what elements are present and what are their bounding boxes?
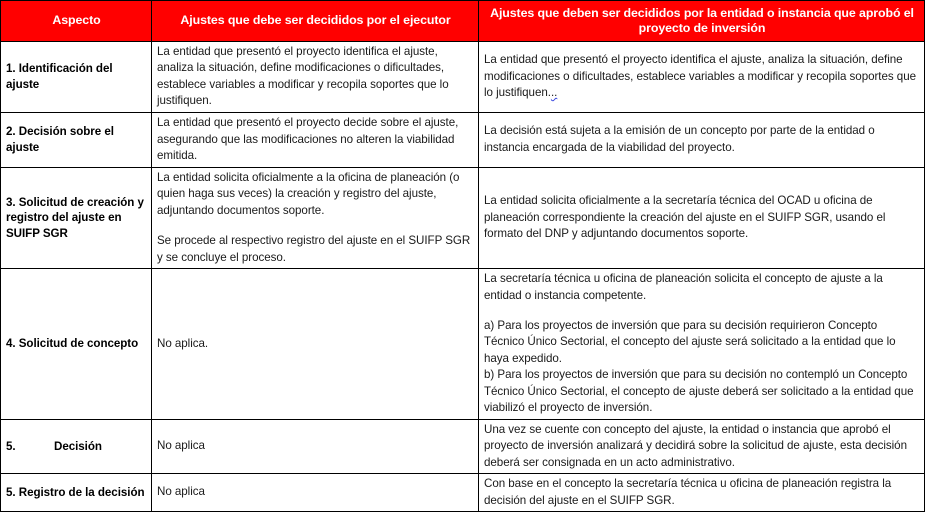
- cell-paragraph: Se procede al respectivo registro del ajuste en el SUIFP SGR y se concluye el proceso.: [157, 234, 471, 264]
- row-entidad-cell: [479, 269, 925, 420]
- cell-text: La entidad que presentó el proyecto identifica el ajuste, analiza la situación, define modificaciones o dificultades, establece variables a modificar y recopila soportes que lo justifiquen.: [484, 53, 916, 100]
- cell-paragraph: La entidad solicita oficialmente a la oficina de planeación (o quien haga sus veces) la creación y registro del ajuste, adjuntando documentos soporte.: [157, 170, 460, 217]
- row-ejecutor-cell: [152, 167, 479, 268]
- row-aspecto-number: [6, 439, 102, 455]
- cell-paragraph: Una vez se cuente con concepto del ajuste, la entidad o instancia que aprobó el proyecto de inversión analizará y decidirá sobre la solicitud de ajuste, esta decisión deberá ser consignada en un acto administrativo.: [484, 422, 907, 469]
- row-entidad-cell: [479, 112, 925, 167]
- row-aspecto-number-text: 5.: [6, 439, 16, 453]
- column-header-aspecto: Aspecto: [1, 1, 152, 42]
- cell-paragraph: [484, 52, 920, 101]
- cell-paragraph: La entidad que presentó el proyecto identifica el ajuste, analiza la situación, define modificaciones o dificultades, establece variables a modificar y recopila soportes que lo justifiquen.: [157, 45, 449, 108]
- row-aspecto-label: 5. Registro de la decisión: [1, 474, 152, 512]
- table-header-row: [1, 1, 925, 42]
- cell-paragraph: La entidad que presentó el proyecto decide sobre el ajuste, asegurando que las modificaciones no alteren la viabilidad emitida.: [157, 116, 459, 163]
- cell-paragraph: No aplica: [157, 439, 205, 453]
- column-header-entidad: Ajustes que deben ser decididos por la entidad o instancia que aprobó el proyecto de inversión: [479, 1, 925, 42]
- column-header-ejecutor: Ajustes que debe ser decididos por el ejecutor: [152, 1, 479, 42]
- row-entidad-cell: [479, 42, 925, 113]
- table-row: [1, 269, 925, 420]
- row-ejecutor-cell: [152, 112, 479, 167]
- row-ejecutor-cell: [152, 269, 479, 420]
- table-row: [1, 419, 925, 473]
- row-ejecutor-cell: [152, 419, 479, 473]
- table-body: [1, 42, 925, 512]
- table-header: [1, 1, 925, 42]
- row-entidad-cell: [479, 419, 925, 473]
- row-aspecto-label: 2. Decisión sobre el ajuste: [1, 112, 152, 167]
- row-aspecto-label: 1. Identificación del ajuste: [1, 42, 152, 113]
- table-row: [1, 167, 925, 268]
- cell-paragraph: La entidad solicita oficialmente a la secretaría técnica del OCAD u oficina de planeación correspondiente la creación del ajuste en el SUIFP SGR, usando el formato del DNP y adjuntando documentos soporte.: [484, 194, 886, 241]
- table-row: [1, 112, 925, 167]
- row-entidad-cell: [479, 167, 925, 268]
- cell-paragraph: La decisión está sujeta a la emisión de un concepto por parte de la entidad o instancia encargada de la viabilidad del proyecto.: [484, 124, 875, 154]
- cell-paragraph: a) Para los proyectos de inversión que para su decisión requirieron Concepto Técnico Único Sectorial, el concepto del ajuste será solicitado a la entidad que lo haya expedido.: [484, 318, 896, 365]
- cell-paragraph: No aplica.: [157, 336, 209, 350]
- row-aspecto-label: 3. Solicitud de creación y registro del ajuste en SUIFP SGR: [1, 167, 152, 268]
- table-row: [1, 42, 925, 113]
- row-aspecto-label: [1, 419, 152, 473]
- cell-paragraph: La secretaría técnica u oficina de planeación solicita el concepto de ajuste a la entidad o instancia competente.: [484, 272, 883, 302]
- cell-paragraph: b) Para los proyectos de inversión que para su decisión no contempló un Concepto Técnico Único Sectorial, el concepto de ajuste deberá ser solicitado a la entidad que viabilizó el proyecto de inversión.: [484, 368, 914, 415]
- cell-paragraph: No aplica: [157, 485, 205, 499]
- spellcheck-mark: ..: [550, 86, 558, 100]
- cell-paragraph: Con base en el concepto la secretaría técnica u oficina de planeación registra la decisión del ajuste en el SUIFP SGR.: [484, 477, 892, 507]
- row-aspecto-label: 4. Solicitud de concepto: [1, 269, 152, 420]
- row-aspecto-second-text: Decisión: [54, 439, 102, 453]
- row-ejecutor-cell: [152, 42, 479, 113]
